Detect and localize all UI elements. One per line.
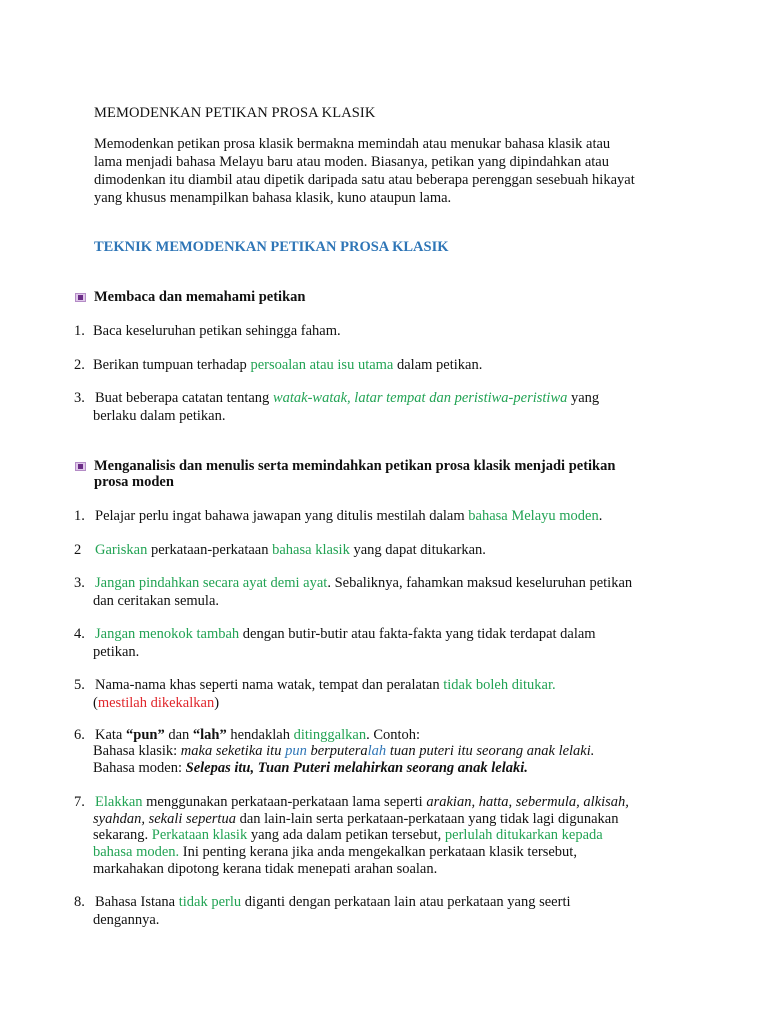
intro-line: yang khusus menampilkan bahasa klasik, kuno ataupun lama. (94, 190, 452, 206)
list-number: 5. (74, 677, 85, 693)
list-item-continuation: dengannya. (93, 912, 160, 928)
list-item: Kata “pun” dan “lah” hendaklah ditinggalkan. Contoh: (95, 727, 421, 743)
list-number: 1. (74, 508, 85, 524)
list-item: Jangan pindahkan secara ayat demi ayat. Sebaliknya, fahamkan maksud keseluruhan petikan (95, 575, 633, 591)
list-item: Bahasa Istana tidak perlu diganti dengan perkataan lain atau perkataan yang seerti (95, 894, 571, 910)
list-item-continuation: (mestilah dikekalkan) (93, 695, 220, 711)
list-number: 2. (74, 357, 85, 373)
list-number: 2 (74, 542, 82, 558)
list-item-continuation: markahakan dipotong kerana tidak menepati arahan soalan. (93, 861, 438, 877)
section-title: TEKNIK MEMODENKAN PETIKAN PROSA KLASIK (94, 239, 449, 255)
list-number: 1. (74, 323, 85, 339)
square-bullet-icon (75, 462, 86, 471)
list-item-continuation: sekarang. Perkataan klasik yang ada dalam petikan tersebut, perlulah ditukarkan kepada (93, 827, 603, 843)
list-number: 3. (74, 390, 85, 406)
list-item: Buat beberapa catatan tentang watak-watak, latar tempat dan peristiwa-peristiwa yang (95, 390, 600, 406)
list-item: Gariskan perkataan-perkataan bahasa klasik yang dapat ditukarkan. (95, 542, 486, 558)
list-item: Baca keseluruhan petikan sehingga faham. (93, 323, 341, 339)
list-item: Berikan tumpuan terhadap persoalan atau isu utama dalam petikan. (93, 357, 483, 373)
example-classic: Bahasa klasik: maka seketika itu pun berputeralah tuan puteri itu seorang anak lelaki. (93, 743, 595, 759)
list-item-continuation: berlaku dalam petikan. (93, 408, 226, 424)
intro-line: dimodenkan itu diambil atau dipetik daripada satu atau beberapa perenggan sesebuah hikayat (94, 172, 635, 188)
list-item: Pelajar perlu ingat bahawa jawapan yang ditulis mestilah dalam bahasa Melayu moden. (95, 508, 603, 524)
list-item-continuation: bahasa moden. Ini penting kerana jika anda mengekalkan perkataan klasik tersebut, (93, 844, 577, 860)
list-item-continuation: syahdan, sekali sepertua dan lain-lain serta perkataan-perkataan yang tidak lagi digunakan (93, 811, 619, 827)
part2-heading-continuation: prosa moden (94, 474, 174, 490)
intro-line: lama menjadi bahasa Melayu baru atau moden. Biasanya, petikan yang dipindahkan atau (94, 154, 609, 170)
example-modern: Bahasa moden: Selepas itu, Tuan Puteri melahirkan seorang anak lelaki. (93, 760, 528, 776)
list-item: Jangan menokok tambah dengan butir-butir atau fakta-fakta yang tidak terdapat dalam (95, 626, 596, 642)
list-number: 3. (74, 575, 85, 591)
list-number: 7. (74, 794, 85, 810)
list-item-continuation: dan ceritakan semula. (93, 593, 220, 609)
part2-heading: Menganalisis dan menulis serta memindahkan petikan prosa klasik menjadi petikan (94, 458, 616, 474)
part1-heading: Membaca dan memahami petikan (94, 289, 306, 305)
list-item: Elakkan menggunakan perkataan-perkataan lama seperti arakian, hatta, sebermula, alkisah, (95, 794, 629, 810)
intro-line: Memodenkan petikan prosa klasik bermakna memindah atau menukar bahasa klasik atau (94, 136, 611, 152)
list-number: 4. (74, 626, 85, 642)
square-bullet-icon (75, 293, 86, 302)
list-item: Nama-nama khas seperti nama watak, tempat dan peralatan tidak boleh ditukar. (95, 677, 556, 693)
list-number: 6. (74, 727, 85, 743)
list-item-continuation: petikan. (93, 644, 140, 660)
list-number: 8. (74, 894, 85, 910)
document-title: MEMODENKAN PETIKAN PROSA KLASIK (94, 105, 376, 121)
